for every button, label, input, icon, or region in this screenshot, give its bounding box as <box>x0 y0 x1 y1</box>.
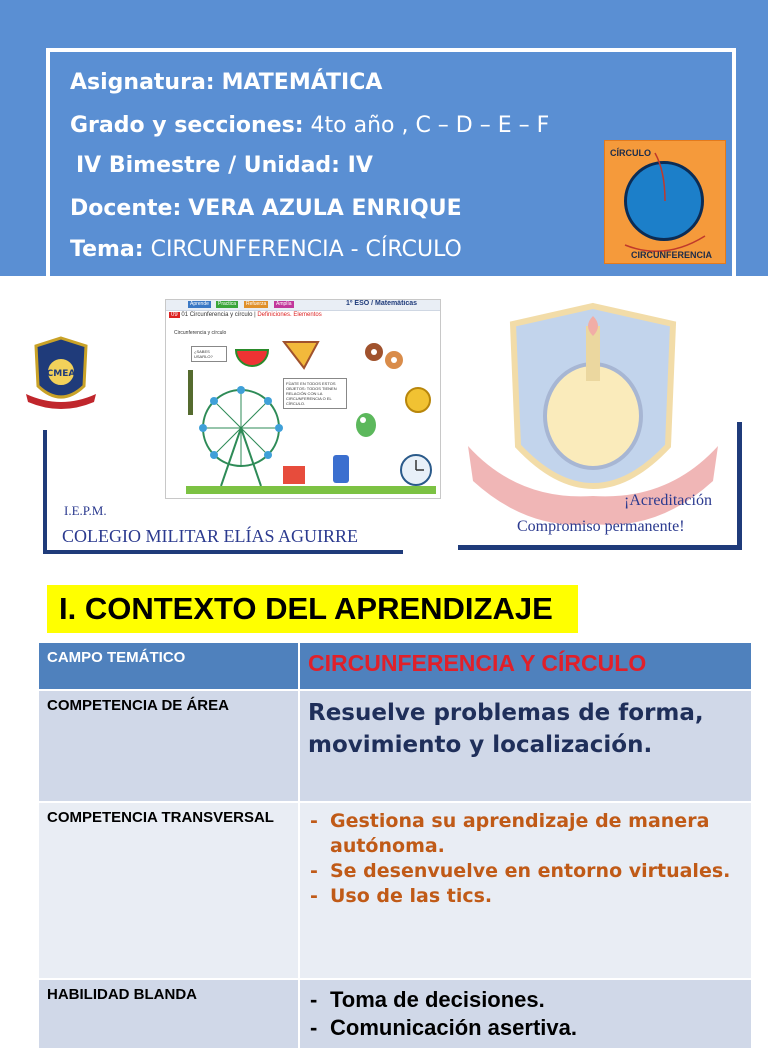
asignatura-label: Asignatura: <box>70 70 215 95</box>
habilidad-label: HABILIDAD BLANDA <box>38 979 299 1049</box>
asignatura-value: MATEMÁTICA <box>221 70 383 95</box>
list-item: - Se desenvuelve en entorno virtuales. <box>308 859 743 884</box>
tema-value: CIRCUNFERENCIA - CÍRCULO <box>150 237 462 262</box>
list-item: - Uso de las tics. <box>308 884 743 909</box>
circle-arrows-icon <box>605 141 727 265</box>
grado-line <box>70 113 549 138</box>
table-row <box>38 690 752 802</box>
habilidad-cell <box>299 979 752 1049</box>
tab-aprende: Aprende <box>190 301 209 307</box>
lesson-subtitle: Definiciones. Elementos <box>257 312 322 318</box>
comp-trans-label: COMPETENCIA TRANSVERSAL <box>38 802 299 979</box>
asignatura-line <box>70 70 382 95</box>
grado-label: Grado y secciones: <box>70 113 304 138</box>
speech-bubble-1: ¿SABES USARLO? <box>191 346 227 362</box>
tema-label: Tema: <box>70 237 144 262</box>
coin-icon <box>406 388 430 412</box>
table-row <box>38 642 752 690</box>
motto-line-2: Compromiso permanente! <box>517 518 685 535</box>
unit-number: 09 <box>171 312 178 318</box>
comp-trans-list <box>308 809 743 909</box>
lesson-number: 01 <box>181 312 189 318</box>
motto-line-1: ¡Acreditación <box>624 492 712 509</box>
section-title: I. CONTEXTO DEL APRENDIZAJE <box>47 585 578 633</box>
bimestre-text: IV Bimestre / Unidad: IV <box>76 153 373 178</box>
iepm-label: I.E.P.M. <box>64 503 107 518</box>
docente-value: VERA AZULA ENRIQUE <box>188 196 462 221</box>
docente-label: Docente: <box>70 196 182 221</box>
school-crest-icon <box>24 336 98 412</box>
tab-refuerza: Refuerza <box>246 301 267 307</box>
comp-area-cell <box>299 690 752 802</box>
list-item: - Gestiona su aprendizaje de manera autónoma. <box>308 809 743 859</box>
table-row <box>38 979 752 1049</box>
campo-value: CIRCUNFERENCIA Y CÍRCULO <box>308 650 647 676</box>
circumference-label: CIRCUNFERENCIA <box>631 250 712 260</box>
circle-label: CÍRCULO <box>610 148 651 158</box>
lesson-section: Circunferencia y círculo <box>174 330 227 336</box>
docente-line <box>70 196 462 221</box>
comp-area-value: Resuelve problemas de forma, movimiento y localización. <box>308 700 704 758</box>
pizza-icon <box>284 342 318 368</box>
crest-letters: CMEA <box>46 369 76 379</box>
campo-label: CAMPO TEMÁTICO <box>38 642 299 690</box>
grado-value: 4to año , C – D – E – F <box>310 113 550 138</box>
school-name: COLEGIO MILITAR ELÍAS AGUIRRE <box>62 526 359 546</box>
tab-amplia: Amplía <box>276 301 292 307</box>
circle-figure <box>604 140 726 264</box>
campo-cell <box>299 642 752 690</box>
lesson-title-row: 09 01 Circunferencia y círculo | Definiciones. Elementos <box>171 312 322 318</box>
context-table <box>37 641 753 1050</box>
figure-icon <box>188 370 193 415</box>
list-item: - Toma de decisiones. <box>308 986 743 1014</box>
table-row <box>38 802 752 979</box>
lesson-level: 1º ESO / Matemáticas <box>346 300 418 307</box>
bimestre-line <box>76 153 373 178</box>
tema-line <box>70 237 462 262</box>
tab-practica: Practica <box>218 301 237 307</box>
lesson-title: Circunferencia y círculo <box>189 312 253 318</box>
comp-trans-cell <box>299 802 752 979</box>
habilidad-list <box>308 986 743 1042</box>
list-item: - Comunicación asertiva. <box>308 1014 743 1042</box>
comp-area-label: COMPETENCIA DE ÁREA <box>38 690 299 802</box>
speech-bubble-2: FÍJATE EN TODOS ESTOS OBJETOS: TODOS TIENEN RELACIÓN CON LA CIRCUNFERENCIA O EL CÍRCULO. <box>283 378 347 409</box>
watermelon-icon <box>236 350 268 366</box>
